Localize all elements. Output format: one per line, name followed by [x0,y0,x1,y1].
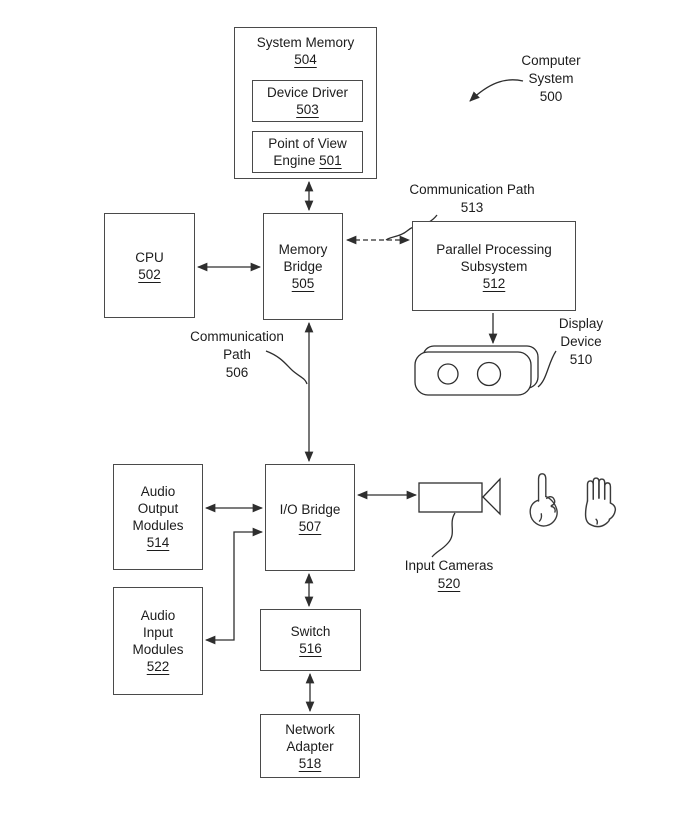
label-computer-system [505,52,597,106]
box-label: Bridge [283,259,323,274]
box-label: Parallel Processing [436,241,552,257]
box-label: Modules [132,518,184,533]
leader-input-cameras [432,513,455,557]
box-audio-input-modules [113,587,203,695]
box-label: Audio [140,608,176,623]
arrow-audioin-iobridge [206,532,262,640]
box-label: Output [137,501,179,516]
box-device-driver [252,80,363,122]
box-label: Switch [290,624,331,639]
label-communication-path-513 [396,181,548,217]
label-input-cameras [397,557,501,593]
label-line: Path [223,347,251,362]
box-parallel-processing-subsystem [412,221,576,311]
label-display-device [546,315,616,369]
box-io-bridge [265,464,355,571]
video-camera-icon [419,479,500,514]
label-line: Device [560,334,602,349]
ref-number: 504 [294,52,317,67]
box-cpu [104,213,195,318]
box-label: System Memory [256,35,355,50]
ref-number: 513 [460,200,484,215]
box-label: CPU [135,249,164,265]
box-label: Point of View [268,136,347,151]
open-palm-icon [576,474,620,530]
ref-number: 501 [319,153,342,168]
pointing-hand-icon [524,469,564,535]
label-line: Computer [521,53,581,68]
ref-number: 512 [482,275,506,291]
ref-number: 507 [298,518,322,534]
label-line: Communication [190,329,284,344]
box-label: Memory [278,242,328,257]
box-point-of-view-engine [252,131,363,173]
label-line: System [528,71,574,86]
ref-number: 503 [296,102,319,117]
box-label: Engine [273,153,316,168]
ref-number: 518 [298,755,322,771]
ref-number: 500 [539,89,563,104]
label-line: Display [558,316,604,331]
ref-number: 506 [225,365,249,380]
ref-number: 510 [569,352,593,367]
box-label: Audio [140,484,176,499]
ref-number: 522 [146,659,170,674]
box-label: Modules [132,642,184,657]
box-memory-bridge [263,213,343,320]
ref-number: 502 [138,266,161,282]
label-line: Communication Path [409,182,535,197]
box-switch [260,609,361,671]
label-communication-path-506 [180,328,294,382]
box-label: Adapter [286,738,334,754]
ref-number: 520 [437,576,461,591]
box-audio-output-modules [113,464,203,570]
box-label: Network [285,721,335,737]
box-network-adapter [260,714,360,778]
box-label: I/O Bridge [279,501,341,517]
vr-headset-icon [415,346,538,395]
ref-number: 516 [299,641,322,656]
box-label: Input [142,625,174,640]
label-line: Input Cameras [404,558,494,573]
box-label: Device Driver [266,85,348,100]
box-label: Subsystem [460,258,528,274]
ref-number: 514 [146,535,170,550]
ref-number: 505 [291,276,315,291]
